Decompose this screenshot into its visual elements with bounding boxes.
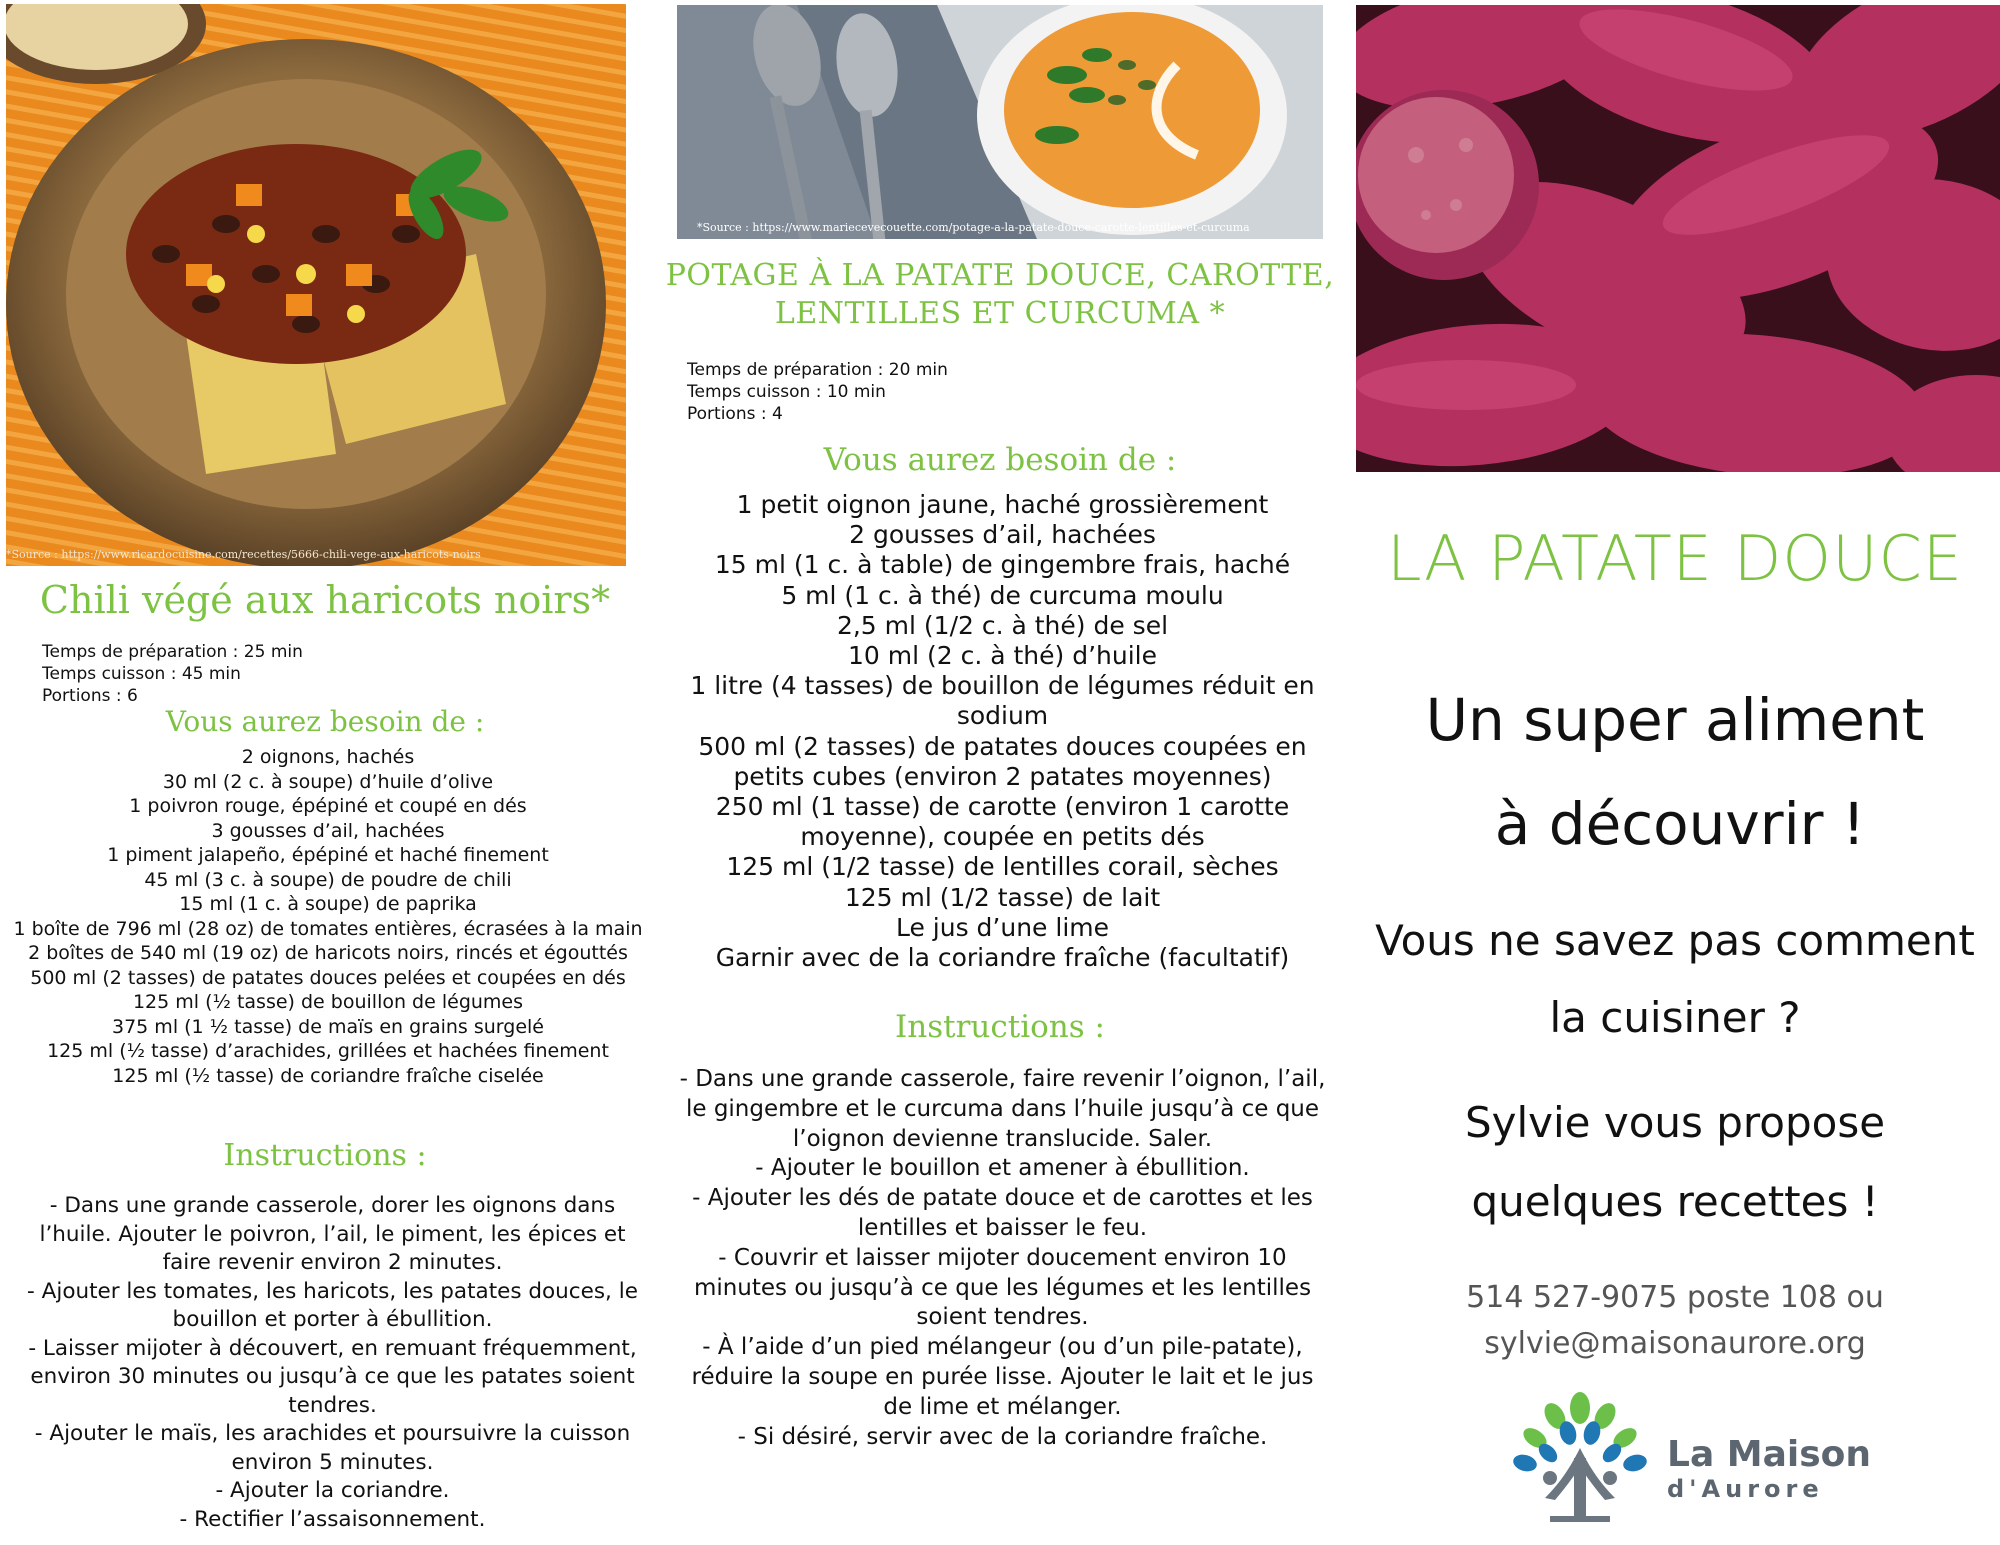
soup-recipe-meta (687, 359, 948, 425)
contact-info (1350, 1275, 2000, 1367)
list-item: 2 oignons, hachés (241, 746, 415, 768)
cook-time: Temps cuisson : 10 min (687, 382, 886, 402)
soup-recipe-panel (665, 0, 1335, 1545)
question-line-1: Vous ne savez pas comment (1375, 916, 1975, 965)
contact-phone: 514 527-9075 poste 108 ou (1466, 1280, 1884, 1315)
soup-photo (677, 5, 1323, 239)
offer-line-2: quelques recettes ! (1471, 1177, 1879, 1226)
list-item: 1 petit oignon jaune, haché grossièrement (736, 490, 1269, 519)
list-item: - Ajouter le maïs, les arachides et poursuivre la cuisson environ 5 minutes. (34, 1421, 631, 1475)
cover-title: LA PATATE DOUCE (1387, 522, 1963, 595)
brand-name (1667, 1435, 1871, 1503)
list-item: - Ajouter les tomates, les haricots, les patates douces, le bouillon et porter à ébullition. (27, 1278, 638, 1332)
chili-ingredients-title: Vous aurez besoin de : (165, 705, 485, 738)
chili-recipe-meta (42, 641, 303, 707)
brand-line-1: La Maison (1667, 1434, 1872, 1475)
list-item: 2 boîtes de 540 ml (19 oz) de haricots noirs, rincés et égouttés (28, 942, 628, 964)
cover-offer (1350, 1083, 2000, 1241)
list-item: Le jus d’une lime (895, 912, 1110, 942)
list-item: 3 gousses d’ail, hachées (211, 819, 445, 842)
sweet-potatoes-photo (1356, 5, 2000, 472)
list-item: 2 gousses d’ail, hachées (849, 520, 1156, 550)
list-item: 125 ml (1/2 tasse) de lait (844, 882, 1161, 912)
list-item: 10 ml (2 c. à thé) d’huile (847, 641, 1158, 671)
list-item: 500 ml (2 tasses) de patates douces pelées et coupées en dés (30, 966, 626, 989)
list-item: 500 ml (2 tasses) de patates douces coupées en petits cubes (environ 2 patates moyennes) (698, 731, 1307, 791)
list-item: 125 ml (½ tasse) de bouillon de légumes (132, 991, 524, 1013)
chili-photo (6, 4, 626, 566)
list-item: - Si désiré, servir avec de la coriandre fraîche. (737, 1423, 1268, 1450)
prep-time: Temps de préparation : 25 min (42, 642, 303, 662)
list-item: 1 boîte de 796 ml (28 oz) de tomates entières, écrasées à la main (13, 917, 643, 940)
soup-title-line-2: LENTILLES ET CURCUMA * (774, 296, 1226, 331)
list-item: 250 ml (1 tasse) de carotte (environ 1 carotte moyenne), coupée en petits dés (715, 792, 1290, 852)
cook-time: Temps cuisson : 45 min (42, 664, 241, 684)
list-item: - Rectifier l’assaisonnement. (179, 1506, 486, 1532)
list-item: - Dans une grande casserole, dorer les oignons dans l’huile. Ajouter le poivron, l’ail, le piment, les épices et faire revenir environ 2 minutes. (39, 1193, 626, 1275)
servings: Portions : 6 (42, 686, 138, 706)
soup-instructions-list (675, 1065, 1330, 1452)
cover-panel (1350, 0, 2000, 1545)
list-item: 125 ml (1/2 tasse) de lentilles corail, sèches (726, 852, 1279, 882)
prep-time: Temps de préparation : 20 min (687, 360, 948, 380)
list-item: - Ajouter le bouillon et amener à ébullition. (755, 1155, 1250, 1182)
list-item: 15 ml (1 c. à table) de gingembre frais, haché (714, 550, 1291, 580)
list-item: - Ajouter la coriandre. (215, 1478, 450, 1503)
list-item: 125 ml (½ tasse) d’arachides, grillées et hachées finement (47, 1040, 609, 1062)
list-item: - Couvrir et laisser mijoter doucement environ 10 minutes ou jusqu’à ce que les légumes et les lentilles soient tendres. (693, 1244, 1312, 1331)
list-item: 375 ml (1 ½ tasse) de maïs en grains surgelé (112, 1015, 544, 1038)
list-item: 125 ml (½ tasse) de coriandre fraîche ciselée (112, 1064, 544, 1087)
soup-recipe-title (665, 257, 1335, 333)
question-line-2: la cuisiner ? (1549, 993, 1801, 1042)
contact-email[interactable]: sylvie@maisonaurore.org (1484, 1326, 1866, 1361)
list-item: - Ajouter les dés de patate douce et de carottes et les lentilles et baisser le feu. (692, 1185, 1313, 1241)
soup-ingredients-title: Vous aurez besoin de : (823, 442, 1177, 478)
list-item: 1 litre (4 tasses) de bouillon de légumes réduit en sodium (690, 671, 1315, 731)
servings: Portions : 4 (687, 404, 783, 424)
list-item: 1 poivron rouge, épépiné et coupé en dés (129, 795, 527, 817)
list-item: 15 ml (1 c. à soupe) de paprika (179, 893, 477, 915)
list-item: - Dans une grande casserole, faire revenir l’oignon, l’ail, le gingembre et le curcuma dans l’huile jusqu’à ce que l’oignon devienne translucide. Saler. (679, 1066, 1326, 1152)
brand-line-2: d'Aurore (1667, 1475, 1824, 1503)
tagline-line-2: à découvrir ! (1494, 790, 1866, 858)
cover-tagline (1350, 668, 2000, 876)
list-item: 2,5 ml (1/2 c. à thé) de sel (836, 610, 1169, 640)
tree-logo-icon (1510, 1388, 1650, 1526)
chili-photo-source: *Source : https://www.ricardocuisine.com/recettes/5666-chili-vege-aux-haricots-noirs (6, 548, 481, 561)
chili-ingredients-list (8, 745, 648, 1088)
list-item: Garnir avec de la coriandre fraîche (facultatif) (715, 943, 1290, 973)
tagline-line-1: Un super aliment (1425, 686, 1925, 754)
list-item: - À l’aide d’un pied mélangeur (ou d’un pile-patate), réduire la soupe en purée lisse. Ajouter le lait et le jus de lime et mélanger. (691, 1334, 1314, 1420)
list-item: 1 piment jalapeño, épépiné et haché finement (107, 844, 549, 866)
soup-instructions-title: Instructions : (895, 1009, 1105, 1045)
chili-recipe-title: Chili végé aux haricots noirs* (39, 578, 611, 622)
soup-title-line-1: POTAGE À LA PATATE DOUCE, CAROTTE, (665, 258, 1335, 293)
list-item: 5 ml (1 c. à thé) de curcuma moulu (781, 580, 1224, 610)
list-item: 30 ml (2 c. à soupe) d’huile d’olive (162, 770, 494, 793)
soup-ingredients-list (675, 490, 1330, 973)
cover-question (1350, 902, 2000, 1056)
chili-instructions-list (20, 1192, 645, 1534)
list-item: 45 ml (3 c. à soupe) de poudre de chili (144, 868, 512, 891)
list-item: - Laisser mijoter à découvert, en remuant fréquemment, environ 30 minutes ou jusqu’à ce que les patates soient tendres. (28, 1335, 637, 1418)
soup-photo-source: *Source : https://www.mariecevecouette.com/potage-a-la-patate-douce-carotte-lentilles-et-curcuma (697, 221, 1250, 234)
chili-recipe-panel (0, 0, 650, 1545)
chili-instructions-title: Instructions : (223, 1138, 427, 1173)
offer-line-1: Sylvie vous propose (1464, 1098, 1886, 1147)
